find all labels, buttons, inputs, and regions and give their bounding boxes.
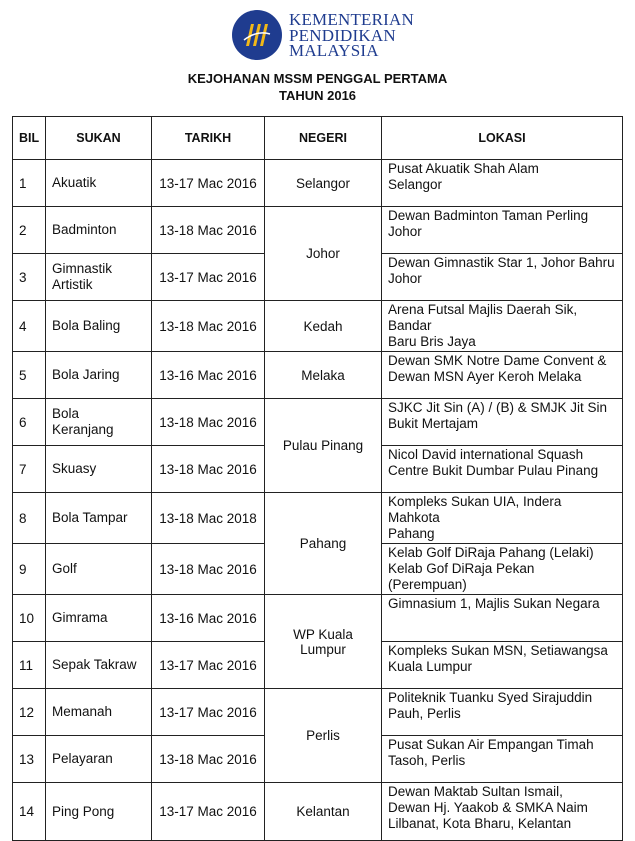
cell-sukan: Bola Baling — [46, 301, 152, 352]
cell-bil: 2 — [13, 207, 46, 254]
cell-lokasi: Politeknik Tuanku Syed Sirajuddin Pauh, Perlis — [382, 689, 623, 736]
cell-tarikh: 13-18 Mac 2016 — [152, 207, 265, 254]
cell-sukan: Skuasy — [46, 446, 152, 493]
cell-tarikh: 13-18 Mac 2016 — [152, 736, 265, 783]
brand-line-2: PENDIDIKAN — [289, 25, 396, 45]
cell-negeri: Kedah — [265, 301, 382, 352]
col-header-sukan: SUKAN — [46, 117, 152, 160]
cell-lokasi: Kelab Golf DiRaja Pahang (Lelaki) Kelab Gof DiRaja Pekan (Perempuan) — [382, 544, 623, 595]
table-row — [13, 207, 623, 254]
cell-lokasi: Dewan Maktab Sultan Ismail, Dewan Hj. Yaakob & SMKA Naim Lilbanat, Kota Bharu, Kelantan — [382, 783, 623, 841]
cell-sukan: Gimrama — [46, 595, 152, 642]
cell-lokasi: Arena Futsal Majlis Daerah Sik, Bandar Baru Bris Jaya — [382, 301, 623, 352]
cell-bil: 4 — [13, 301, 46, 352]
cell-sukan: Memanah — [46, 689, 152, 736]
table-row — [13, 783, 623, 841]
cell-lokasi: Dewan SMK Notre Dame Convent & Dewan MSN Ayer Keroh Melaka — [382, 352, 623, 399]
cell-tarikh: 13-18 Mac 2018 — [152, 493, 265, 544]
cell-tarikh: 13-17 Mac 2016 — [152, 254, 265, 301]
schedule-table — [12, 116, 623, 841]
ministry-name — [289, 12, 414, 59]
cell-tarikh: 13-17 Mac 2016 — [152, 689, 265, 736]
table-row — [13, 689, 623, 736]
cell-sukan: Badminton — [46, 207, 152, 254]
cell-negeri: Selangor — [265, 160, 382, 207]
table-row — [13, 160, 623, 207]
cell-sukan: Ping Pong — [46, 783, 152, 841]
cell-lokasi: Dewan Gimnastik Star 1, Johor Bahru Johor — [382, 254, 623, 301]
cell-tarikh: 13-16 Mac 2016 — [152, 595, 265, 642]
cell-bil: 12 — [13, 689, 46, 736]
table-row — [13, 399, 623, 446]
table-row — [13, 352, 623, 399]
cell-negeri: Johor — [265, 207, 382, 301]
cell-tarikh: 13-18 Mac 2016 — [152, 399, 265, 446]
cell-negeri: Pahang — [265, 493, 382, 595]
table-row — [13, 595, 623, 642]
cell-tarikh: 13-16 Mac 2016 — [152, 352, 265, 399]
cell-bil: 8 — [13, 493, 46, 544]
cell-tarikh: 13-18 Mac 2016 — [152, 446, 265, 493]
cell-bil: 7 — [13, 446, 46, 493]
cell-tarikh: 13-17 Mac 2016 — [152, 160, 265, 207]
document-subtitle: TAHUN 2016 — [278, 88, 357, 103]
cell-bil: 14 — [13, 783, 46, 841]
cell-bil: 10 — [13, 595, 46, 642]
col-header-negeri: NEGERI — [265, 117, 382, 160]
cell-lokasi: Gimnasium 1, Majlis Sukan Negara — [382, 595, 623, 642]
cell-negeri: Melaka — [265, 352, 382, 399]
cell-negeri: Kelantan — [265, 783, 382, 841]
cell-lokasi: Dewan Badminton Taman Perling Johor — [382, 207, 623, 254]
document-title: KEJOHANAN MSSM PENGGAL PERTAMA — [187, 71, 448, 86]
cell-tarikh: 13-18 Mac 2016 — [152, 301, 265, 352]
col-header-lokasi: LOKASI — [382, 117, 623, 160]
cell-sukan: Bola Jaring — [46, 352, 152, 399]
table-header-row — [13, 117, 623, 160]
brand-line-3: MALAYSIA — [289, 41, 379, 60]
table-body — [13, 160, 623, 841]
cell-bil: 6 — [13, 399, 46, 446]
cell-sukan: Pelayaran — [46, 736, 152, 783]
cell-sukan: Golf — [46, 544, 152, 595]
cell-sukan: Bola Keranjang — [46, 399, 152, 446]
brand-line-1: KEMENTERIAN — [289, 10, 414, 29]
cell-lokasi: Nicol David international Squash Centre Bukit Dumbar Pulau Pinang — [382, 446, 623, 493]
cell-sukan: Sepak Takraw — [46, 642, 152, 689]
cell-bil: 3 — [13, 254, 46, 301]
col-header-bil: BIL — [13, 117, 46, 160]
table-row — [13, 493, 623, 544]
cell-bil: 11 — [13, 642, 46, 689]
cell-negeri: Perlis — [265, 689, 382, 783]
cell-negeri: Pulau Pinang — [265, 399, 382, 493]
cell-lokasi: Pusat Akuatik Shah Alam Selangor — [382, 160, 623, 207]
cell-tarikh: 13-17 Mac 2016 — [152, 642, 265, 689]
col-header-tarikh: TARIKH — [152, 117, 265, 160]
cell-lokasi: Kompleks Sukan UIA, Indera Mahkota Pahang — [382, 493, 623, 544]
cell-bil: 13 — [13, 736, 46, 783]
cell-lokasi: SJKC Jit Sin (A) / (B) & SMJK Jit Sin Bukit Mertajam — [382, 399, 623, 446]
cell-tarikh: 13-17 Mac 2016 — [152, 783, 265, 841]
cell-tarikh: 13-18 Mac 2016 — [152, 544, 265, 595]
cell-lokasi: Pusat Sukan Air Empangan Timah Tasoh, Perlis — [382, 736, 623, 783]
cell-lokasi: Kompleks Sukan MSN, Setiawangsa Kuala Lumpur — [382, 642, 623, 689]
document-header — [0, 0, 635, 112]
cell-bil: 1 — [13, 160, 46, 207]
table-row — [13, 301, 623, 352]
cell-bil: 9 — [13, 544, 46, 595]
cell-sukan: Akuatik — [46, 160, 152, 207]
cell-bil: 5 — [13, 352, 46, 399]
ministry-logo-icon — [232, 10, 282, 60]
cell-negeri: WP Kuala Lumpur — [265, 595, 382, 689]
cell-sukan: Bola Tampar — [46, 493, 152, 544]
cell-sukan: Gimnastik Artistik — [46, 254, 152, 301]
